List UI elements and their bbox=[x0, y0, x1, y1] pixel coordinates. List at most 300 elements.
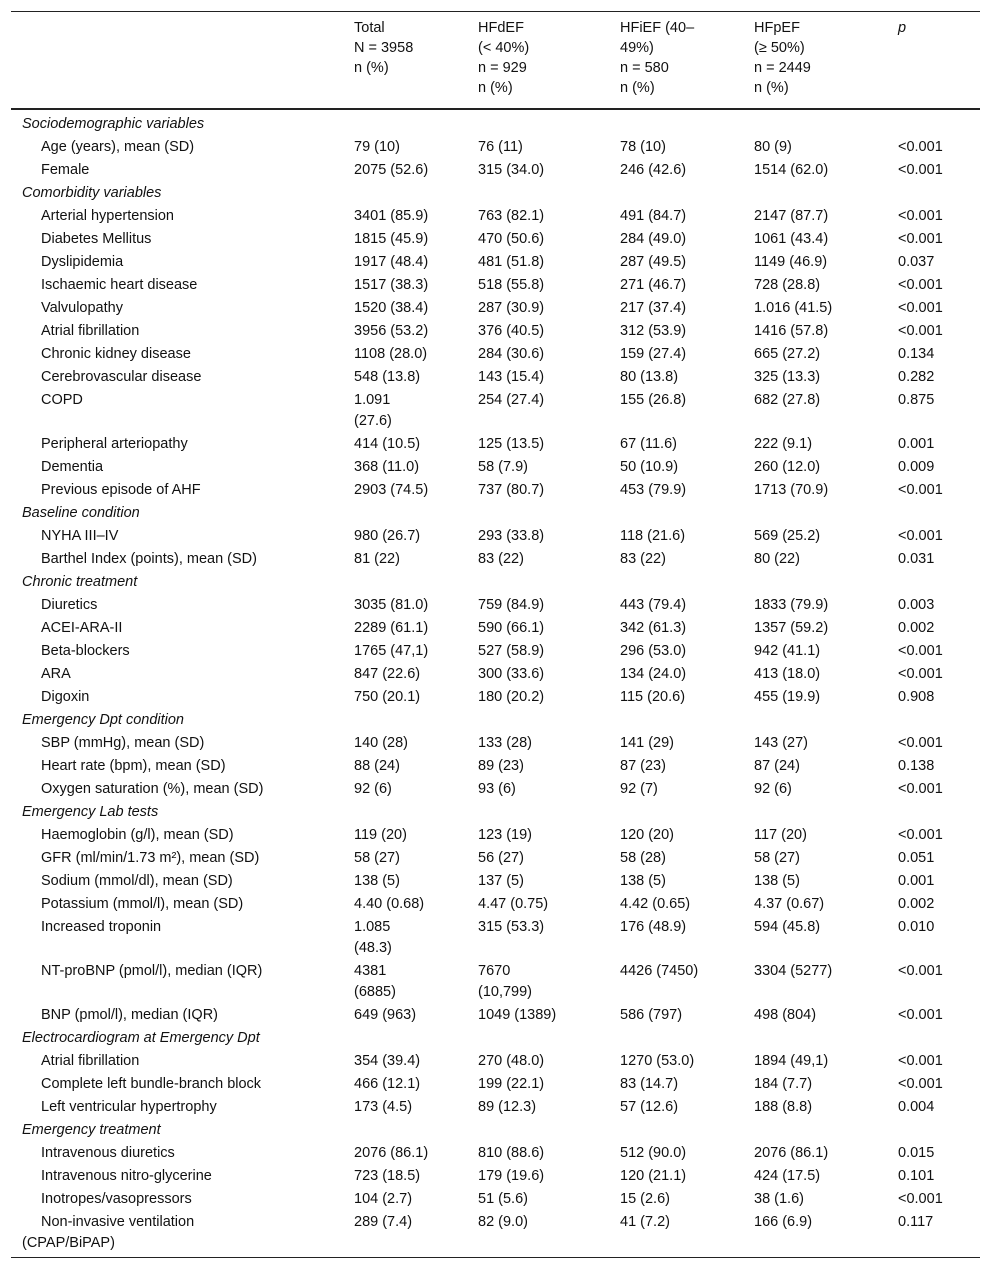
p-value-cell: 0.003 bbox=[898, 597, 935, 613]
total-cell: 750 (20.1) bbox=[354, 689, 421, 705]
hfpef-cell: 728 (28.8) bbox=[754, 277, 821, 293]
header-hfief bbox=[620, 12, 754, 110]
total-cell: 847 (22.6) bbox=[354, 666, 421, 682]
hfpef-cell: 498 (804) bbox=[754, 1007, 817, 1023]
hfief-cell: 4.42 (0.65) bbox=[620, 896, 691, 912]
hfief-cell: 453 (79.9) bbox=[620, 482, 687, 498]
total-cell: 1917 (48.4) bbox=[354, 254, 429, 270]
hfief-cell: 271 (46.7) bbox=[620, 277, 687, 293]
table-row bbox=[11, 1073, 980, 1096]
hfief-cell: 57 (12.6) bbox=[620, 1099, 679, 1115]
hfief-cell: 78 (10) bbox=[620, 139, 666, 155]
header-line: n (%) bbox=[354, 60, 389, 76]
row-label: Atrial fibrillation bbox=[41, 323, 140, 339]
hfief-cell: 246 (42.6) bbox=[620, 162, 687, 178]
hfief-cell: 512 (90.0) bbox=[620, 1145, 687, 1161]
p-value-cell: 0.908 bbox=[898, 689, 935, 705]
table-row bbox=[11, 686, 980, 709]
hfpef-cell: 38 (1.6) bbox=[754, 1191, 804, 1207]
table-row bbox=[11, 1142, 980, 1165]
total-cell: 2075 (52.6) bbox=[354, 162, 429, 178]
table-row bbox=[11, 778, 980, 801]
table-row bbox=[11, 343, 980, 366]
header-line: n = 2449 bbox=[754, 60, 811, 76]
hfpef-cell: 80 (9) bbox=[754, 139, 792, 155]
header-p-value bbox=[898, 12, 980, 110]
section-title: Sociodemographic variables bbox=[22, 116, 205, 132]
hfief-cell: 92 (7) bbox=[620, 781, 658, 797]
hfpef-cell: 4.37 (0.67) bbox=[754, 896, 825, 912]
hfdef-cell: 254 (27.4) bbox=[478, 392, 545, 408]
total-cell: 79 (10) bbox=[354, 139, 400, 155]
total-cell: 92 (6) bbox=[354, 781, 392, 797]
hfpef-cell: 1149 (46.9) bbox=[754, 254, 828, 270]
hfief-cell: 4426 (7450) bbox=[620, 963, 699, 979]
hfief-cell: 1270 (53.0) bbox=[620, 1053, 695, 1069]
p-value-cell: <0.001 bbox=[898, 1007, 943, 1023]
total-cell: 140 (28) bbox=[354, 735, 409, 751]
section-title: Electrocardiogram at Emergency Dpt bbox=[22, 1030, 260, 1046]
p-value-cell: 0.009 bbox=[898, 459, 935, 475]
hfdef-cell: 180 (20.2) bbox=[478, 689, 545, 705]
row-label: Dyslipidemia bbox=[41, 254, 124, 270]
hfpef-cell: 188 (8.8) bbox=[754, 1099, 813, 1115]
row-label: Peripheral arteriopathy bbox=[41, 436, 188, 452]
row-label: Intravenous diuretics bbox=[41, 1145, 175, 1161]
hfpef-cell: 1713 (70.9) bbox=[754, 482, 829, 498]
p-value-cell: <0.001 bbox=[898, 528, 943, 544]
p-value-cell: 0.015 bbox=[898, 1145, 935, 1161]
hfief-cell: 115 (20.6) bbox=[620, 689, 686, 705]
total-cell: 368 (11.0) bbox=[354, 459, 420, 475]
row-label: Ischaemic heart disease bbox=[41, 277, 198, 293]
section-header-row bbox=[11, 182, 980, 205]
hfpef-cell: 138 (5) bbox=[754, 873, 800, 889]
table-row bbox=[11, 640, 980, 663]
row-label: GFR (ml/min/1.73 m²), mean (SD) bbox=[41, 850, 260, 866]
total-cell: 289 (7.4) bbox=[354, 1214, 413, 1230]
total-cell: 1517 (38.3) bbox=[354, 277, 429, 293]
hfpef-cell: 2147 (87.7) bbox=[754, 208, 829, 224]
p-value-cell: <0.001 bbox=[898, 1191, 943, 1207]
p-value-cell: <0.001 bbox=[898, 277, 943, 293]
hfpef-cell: 3304 (5277) bbox=[754, 963, 833, 979]
section-title: Comorbidity variables bbox=[22, 185, 162, 201]
table-row bbox=[11, 251, 980, 274]
section-header-row bbox=[11, 109, 980, 136]
hfdef-cell: 56 (27) bbox=[478, 850, 524, 866]
hfdef-cell: 270 (48.0) bbox=[478, 1053, 545, 1069]
hfdef-cell: 83 (22) bbox=[478, 551, 524, 567]
table-row bbox=[11, 548, 980, 571]
table-row bbox=[11, 297, 980, 320]
section-header-row bbox=[11, 709, 980, 732]
section-title: Chronic treatment bbox=[22, 574, 138, 590]
table-row bbox=[11, 1188, 980, 1211]
row-label: NT-proBNP (pmol/l), median (IQR) bbox=[41, 963, 263, 979]
hfief-cell: 41 (7.2) bbox=[620, 1214, 670, 1230]
hfdef-cell: 179 (19.6) bbox=[478, 1168, 545, 1184]
total-cell: 2289 (61.1) bbox=[354, 620, 429, 636]
hfpef-cell: 594 (45.8) bbox=[754, 919, 821, 935]
hfpef-cell: 1514 (62.0) bbox=[754, 162, 829, 178]
table-row bbox=[11, 755, 980, 778]
hfdef-cell: 7670 (10,799) bbox=[478, 963, 533, 1000]
hfpef-cell: 1894 (49,1) bbox=[754, 1053, 829, 1069]
row-label: Chronic kidney disease bbox=[41, 346, 191, 362]
p-value-cell: <0.001 bbox=[898, 300, 943, 316]
row-label: BNP (pmol/l), median (IQR) bbox=[41, 1007, 218, 1023]
total-cell: 119 (20) bbox=[354, 827, 407, 843]
header-line: (< 40%) bbox=[478, 40, 530, 56]
hfdef-cell: 123 (19) bbox=[478, 827, 533, 843]
section-header-row bbox=[11, 801, 980, 824]
hfpef-cell: 1061 (43.4) bbox=[754, 231, 829, 247]
hfpef-cell: 2076 (86.1) bbox=[754, 1145, 829, 1161]
p-value-cell: <0.001 bbox=[898, 139, 943, 155]
total-cell: 1.091 (27.6) bbox=[354, 392, 392, 429]
hfpef-cell: 569 (25.2) bbox=[754, 528, 821, 544]
total-cell: 723 (18.5) bbox=[354, 1168, 421, 1184]
hfief-cell: 83 (22) bbox=[620, 551, 666, 567]
hfdef-cell: 470 (50.6) bbox=[478, 231, 545, 247]
section-title: Emergency Lab tests bbox=[22, 804, 159, 820]
table-row bbox=[11, 274, 980, 297]
row-label: ARA bbox=[41, 666, 71, 682]
p-value-cell: 0.031 bbox=[898, 551, 935, 567]
hfdef-cell: 293 (33.8) bbox=[478, 528, 545, 544]
hfpef-cell: 143 (27) bbox=[754, 735, 809, 751]
hfdef-cell: 199 (22.1) bbox=[478, 1076, 545, 1092]
total-cell: 3401 (85.9) bbox=[354, 208, 429, 224]
hfpef-cell: 222 (9.1) bbox=[754, 436, 813, 452]
total-cell: 4.40 (0.68) bbox=[354, 896, 425, 912]
table-row bbox=[11, 136, 980, 159]
table-row bbox=[11, 456, 980, 479]
row-label: Barthel Index (points), mean (SD) bbox=[41, 551, 257, 567]
table-row bbox=[11, 824, 980, 847]
table-row bbox=[11, 389, 980, 433]
p-value-cell: <0.001 bbox=[898, 231, 943, 247]
table-row bbox=[11, 366, 980, 389]
hfpef-cell: 665 (27.2) bbox=[754, 346, 821, 362]
row-label: Heart rate (bpm), mean (SD) bbox=[41, 758, 226, 774]
hfdef-cell: 58 (7.9) bbox=[478, 459, 528, 475]
total-cell: 81 (22) bbox=[354, 551, 400, 567]
hfief-cell: 287 (49.5) bbox=[620, 254, 687, 270]
row-label: Atrial fibrillation bbox=[41, 1053, 140, 1069]
table-row bbox=[11, 594, 980, 617]
hfpef-cell: 942 (41.1) bbox=[754, 643, 821, 659]
table-header bbox=[11, 12, 980, 110]
hfdef-cell: 376 (40.5) bbox=[478, 323, 545, 339]
hfdef-cell: 518 (55.8) bbox=[478, 277, 545, 293]
total-cell: 548 (13.8) bbox=[354, 369, 421, 385]
row-label: SBP (mmHg), mean (SD) bbox=[41, 735, 205, 751]
section-header-row bbox=[11, 571, 980, 594]
hfief-cell: 138 (5) bbox=[620, 873, 666, 889]
table-row bbox=[11, 663, 980, 686]
hfpef-cell: 1357 (59.2) bbox=[754, 620, 829, 636]
total-cell: 2076 (86.1) bbox=[354, 1145, 429, 1161]
hfief-cell: 443 (79.4) bbox=[620, 597, 687, 613]
hfdef-cell: 284 (30.6) bbox=[478, 346, 545, 362]
hfief-cell: 80 (13.8) bbox=[620, 369, 679, 385]
hfdef-cell: 89 (12.3) bbox=[478, 1099, 537, 1115]
row-label: Increased troponin bbox=[41, 919, 162, 935]
total-cell: 649 (963) bbox=[354, 1007, 417, 1023]
p-value-cell: 0.134 bbox=[898, 346, 935, 362]
row-label: COPD bbox=[41, 392, 83, 408]
row-label: Diabetes Mellitus bbox=[41, 231, 152, 247]
table-row bbox=[11, 732, 980, 755]
table-row bbox=[11, 916, 980, 960]
hfdef-cell: 125 (13.5) bbox=[478, 436, 545, 452]
hfpef-cell: 92 (6) bbox=[754, 781, 792, 797]
hfdef-cell: 737 (80.7) bbox=[478, 482, 545, 498]
row-label: Left ventricular hypertrophy bbox=[41, 1099, 217, 1115]
hfdef-cell: 481 (51.8) bbox=[478, 254, 545, 270]
p-value-cell: 0.010 bbox=[898, 919, 935, 935]
hfpef-cell: 1.016 (41.5) bbox=[754, 300, 833, 316]
p-value-cell: <0.001 bbox=[898, 162, 943, 178]
table-row bbox=[11, 847, 980, 870]
table-row bbox=[11, 1050, 980, 1073]
table-row bbox=[11, 1211, 980, 1258]
hfpef-cell: 58 (27) bbox=[754, 850, 800, 866]
header-hfdef bbox=[478, 12, 620, 110]
header-line: HFdEF bbox=[478, 20, 524, 36]
header-line: HFpEF bbox=[754, 20, 800, 36]
total-cell: 104 (2.7) bbox=[354, 1191, 413, 1207]
total-cell: 1815 (45.9) bbox=[354, 231, 429, 247]
p-value-cell: 0.001 bbox=[898, 436, 935, 452]
hfdef-cell: 315 (34.0) bbox=[478, 162, 545, 178]
hfdef-cell: 133 (28) bbox=[478, 735, 533, 751]
hfpef-cell: 424 (17.5) bbox=[754, 1168, 821, 1184]
header-line: HFiEF (40– bbox=[620, 20, 695, 36]
header-line: n (%) bbox=[620, 80, 655, 96]
hfief-cell: 312 (53.9) bbox=[620, 323, 687, 339]
p-value-cell: 0.875 bbox=[898, 392, 935, 408]
hfdef-cell: 4.47 (0.75) bbox=[478, 896, 549, 912]
p-value-cell: <0.001 bbox=[898, 827, 943, 843]
row-label: Female bbox=[41, 162, 90, 178]
p-value-cell: 0.001 bbox=[898, 873, 935, 889]
hfdef-cell: 137 (5) bbox=[478, 873, 524, 889]
p-value-cell: 0.037 bbox=[898, 254, 935, 270]
hfief-cell: 586 (797) bbox=[620, 1007, 683, 1023]
hfdef-cell: 143 (15.4) bbox=[478, 369, 545, 385]
total-cell: 88 (24) bbox=[354, 758, 400, 774]
hfdef-cell: 82 (9.0) bbox=[478, 1214, 528, 1230]
p-value-cell: 0.101 bbox=[898, 1168, 935, 1184]
hfief-cell: 284 (49.0) bbox=[620, 231, 687, 247]
table-row bbox=[11, 1096, 980, 1119]
hfpef-cell: 682 (27.8) bbox=[754, 392, 821, 408]
table-row bbox=[11, 1165, 980, 1188]
section-title: Baseline condition bbox=[22, 505, 140, 521]
row-label: Digoxin bbox=[41, 689, 90, 705]
header-hfpef bbox=[754, 12, 898, 110]
total-cell: 173 (4.5) bbox=[354, 1099, 413, 1115]
table-row bbox=[11, 228, 980, 251]
p-value-cell: <0.001 bbox=[898, 735, 943, 751]
header-line: n (%) bbox=[478, 80, 513, 96]
hfief-cell: 87 (23) bbox=[620, 758, 666, 774]
hfdef-cell: 51 (5.6) bbox=[478, 1191, 528, 1207]
total-cell: 1520 (38.4) bbox=[354, 300, 429, 316]
row-label: ACEI-ARA-II bbox=[41, 620, 123, 636]
table-row bbox=[11, 479, 980, 502]
total-cell: 1108 (28.0) bbox=[354, 346, 428, 362]
table-row bbox=[11, 205, 980, 228]
row-label: Complete left bundle-branch block bbox=[41, 1076, 262, 1092]
p-value-cell: 0.051 bbox=[898, 850, 935, 866]
total-cell: 466 (12.1) bbox=[354, 1076, 421, 1092]
hfpef-cell: 1833 (79.9) bbox=[754, 597, 829, 613]
p-value-cell: 0.002 bbox=[898, 620, 935, 636]
row-label: Dementia bbox=[41, 459, 104, 475]
p-value-cell: 0.002 bbox=[898, 896, 935, 912]
hfdef-cell: 300 (33.6) bbox=[478, 666, 545, 682]
hfief-cell: 120 (20) bbox=[620, 827, 675, 843]
hfief-cell: 50 (10.9) bbox=[620, 459, 679, 475]
row-label: Haemoglobin (g/l), mean (SD) bbox=[41, 827, 234, 843]
hfief-cell: 296 (53.0) bbox=[620, 643, 687, 659]
hfpef-cell: 166 (6.9) bbox=[754, 1214, 813, 1230]
total-cell: 980 (26.7) bbox=[354, 528, 421, 544]
total-cell: 4381 (6885) bbox=[354, 963, 396, 1000]
total-cell: 3035 (81.0) bbox=[354, 597, 429, 613]
row-label: Sodium (mmol/dl), mean (SD) bbox=[41, 873, 233, 889]
p-value-cell: <0.001 bbox=[898, 208, 943, 224]
table-row bbox=[11, 159, 980, 182]
table-row bbox=[11, 617, 980, 640]
header-line: n (%) bbox=[754, 80, 789, 96]
row-label: NYHA III–IV bbox=[41, 528, 119, 544]
p-value-cell: <0.001 bbox=[898, 963, 943, 979]
hfpef-cell: 80 (22) bbox=[754, 551, 800, 567]
total-cell: 138 (5) bbox=[354, 873, 400, 889]
p-value-cell: <0.001 bbox=[898, 482, 943, 498]
p-value-cell: <0.001 bbox=[898, 643, 943, 659]
hfpef-cell: 455 (19.9) bbox=[754, 689, 821, 705]
table-row bbox=[11, 1004, 980, 1027]
hfdef-cell: 527 (58.9) bbox=[478, 643, 545, 659]
hfief-cell: 15 (2.6) bbox=[620, 1191, 670, 1207]
section-header-row bbox=[11, 1027, 980, 1050]
p-value-cell: <0.001 bbox=[898, 781, 943, 797]
hfpef-cell: 1416 (57.8) bbox=[754, 323, 829, 339]
hfpef-cell: 87 (24) bbox=[754, 758, 800, 774]
hfpef-cell: 260 (12.0) bbox=[754, 459, 821, 475]
hfief-cell: 176 (48.9) bbox=[620, 919, 687, 935]
header-line: n = 929 bbox=[478, 60, 527, 76]
row-label: Inotropes/vasopressors bbox=[41, 1191, 192, 1207]
total-cell: 1.085 (48.3) bbox=[354, 919, 392, 956]
row-label: Age (years), mean (SD) bbox=[41, 139, 195, 155]
row-label: Cerebrovascular disease bbox=[41, 369, 202, 385]
table-row bbox=[11, 870, 980, 893]
table-row bbox=[11, 320, 980, 343]
hfdef-cell: 763 (82.1) bbox=[478, 208, 545, 224]
hfief-cell: 217 (37.4) bbox=[620, 300, 687, 316]
hfdef-cell: 287 (30.9) bbox=[478, 300, 545, 316]
hfdef-cell: 1049 (1389) bbox=[478, 1007, 557, 1023]
table-row bbox=[11, 525, 980, 548]
header-line: Total bbox=[354, 20, 385, 36]
row-label: Intravenous nitro-glycerine bbox=[41, 1168, 212, 1184]
hfdef-cell: 315 (53.3) bbox=[478, 919, 545, 935]
p-value-cell: 0.138 bbox=[898, 758, 935, 774]
table-body bbox=[11, 109, 980, 1258]
header-line: (≥ 50%) bbox=[754, 40, 805, 56]
row-label: Non-invasive ventilation (CPAP/BiPAP) bbox=[22, 1214, 195, 1251]
section-title: Emergency Dpt condition bbox=[22, 712, 184, 728]
total-cell: 1765 (47,1) bbox=[354, 643, 429, 659]
hfief-cell: 120 (21.1) bbox=[620, 1168, 687, 1184]
hfief-cell: 58 (28) bbox=[620, 850, 666, 866]
row-label: Previous episode of AHF bbox=[41, 482, 201, 498]
header-line: N = 3958 bbox=[354, 40, 414, 56]
p-value-cell: 0.282 bbox=[898, 369, 935, 385]
hfief-cell: 491 (84.7) bbox=[620, 208, 687, 224]
section-header-row bbox=[11, 1119, 980, 1142]
hfdef-cell: 590 (66.1) bbox=[478, 620, 545, 636]
total-cell: 58 (27) bbox=[354, 850, 400, 866]
hfdef-cell: 89 (23) bbox=[478, 758, 524, 774]
hfdef-cell: 759 (84.9) bbox=[478, 597, 545, 613]
baseline-characteristics-table bbox=[11, 11, 980, 1258]
p-value-cell: <0.001 bbox=[898, 1076, 943, 1092]
hfief-cell: 67 (11.6) bbox=[620, 436, 677, 452]
p-value-cell: <0.001 bbox=[898, 666, 943, 682]
header-total bbox=[354, 12, 478, 110]
hfpef-cell: 325 (13.3) bbox=[754, 369, 821, 385]
p-value-cell: 0.117 bbox=[898, 1214, 934, 1230]
hfpef-cell: 184 (7.7) bbox=[754, 1076, 813, 1092]
hfief-cell: 83 (14.7) bbox=[620, 1076, 679, 1092]
section-title: Emergency treatment bbox=[22, 1122, 161, 1138]
header-row bbox=[11, 12, 980, 110]
total-cell: 2903 (74.5) bbox=[354, 482, 429, 498]
row-label: Oxygen saturation (%), mean (SD) bbox=[41, 781, 264, 797]
total-cell: 414 (10.5) bbox=[354, 436, 421, 452]
hfief-cell: 342 (61.3) bbox=[620, 620, 687, 636]
row-label: Potassium (mmol/l), mean (SD) bbox=[41, 896, 244, 912]
hfpef-cell: 117 (20) bbox=[754, 827, 807, 843]
hfief-cell: 134 (24.0) bbox=[620, 666, 687, 682]
hfief-cell: 159 (27.4) bbox=[620, 346, 687, 362]
table-row bbox=[11, 893, 980, 916]
p-value-cell: 0.004 bbox=[898, 1099, 935, 1115]
header-label-column bbox=[11, 12, 354, 110]
hfdef-cell: 810 (88.6) bbox=[478, 1145, 545, 1161]
row-label: Diuretics bbox=[41, 597, 98, 613]
hfdef-cell: 76 (11) bbox=[478, 139, 523, 155]
hfief-cell: 155 (26.8) bbox=[620, 392, 687, 408]
hfpef-cell: 413 (18.0) bbox=[754, 666, 821, 682]
total-cell: 3956 (53.2) bbox=[354, 323, 429, 339]
header-line: p bbox=[898, 20, 907, 36]
hfief-cell: 118 (21.6) bbox=[620, 528, 686, 544]
row-label: Beta-blockers bbox=[41, 643, 130, 659]
table-row bbox=[11, 433, 980, 456]
p-value-cell: <0.001 bbox=[898, 1053, 943, 1069]
row-label: Valvulopathy bbox=[41, 300, 123, 316]
total-cell: 354 (39.4) bbox=[354, 1053, 421, 1069]
